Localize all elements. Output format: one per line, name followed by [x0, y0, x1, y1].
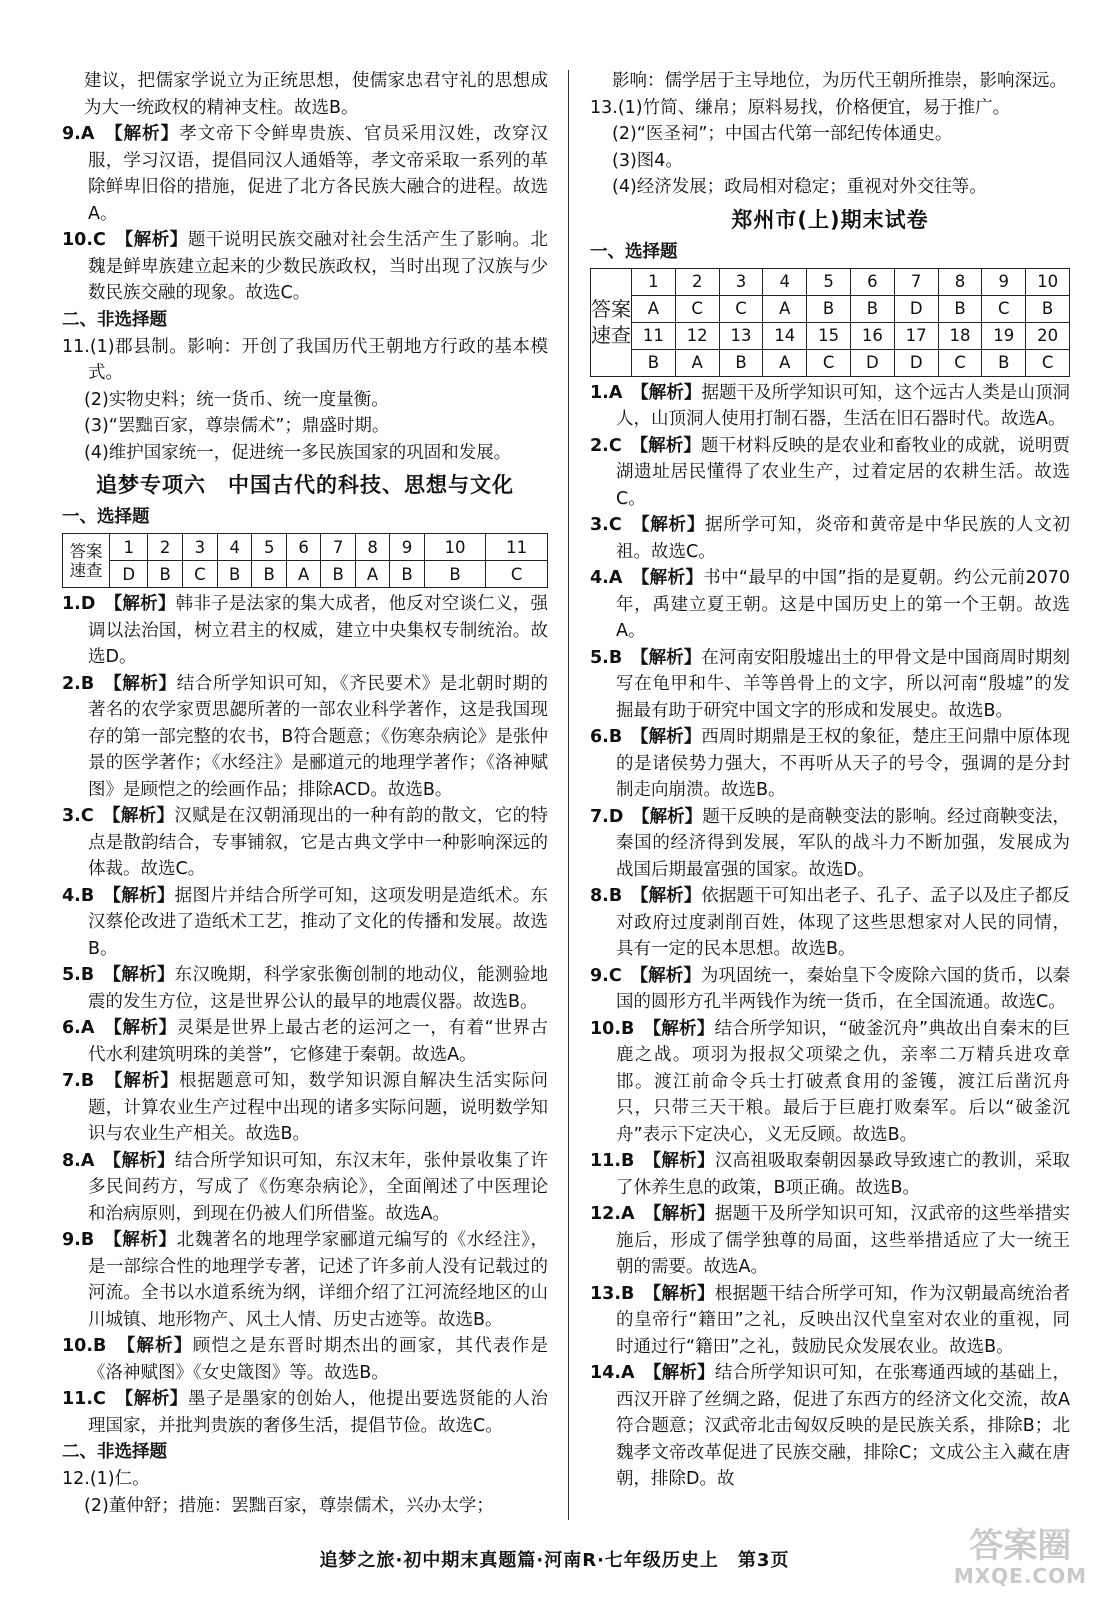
- table-number: 10: [1026, 268, 1070, 295]
- answer-item: [62, 1333, 548, 1386]
- item-head: 4.B 【解析】: [62, 885, 175, 906]
- table-number: 3: [182, 534, 217, 561]
- item-body: 题干说明民族交融对社会生活产生了影响。北魏是鲜卑族建立起来的少数民族政权，当时出现了汉族与少数民族交融的现象。故选C。: [88, 230, 548, 303]
- item-body: 结合所学知识可知，在张骞通西域的基础上，西汉开辟了丝绸之路，促进了东西方的经济文化交流，故A符合题意；汉武帝北击匈奴反映的是民族关系，排除B；北魏孝文帝改革促进了民族交融，排除C；文成公主入藏在唐朝，排除D。故: [616, 1363, 1070, 1489]
- table-answer: C: [1026, 349, 1070, 376]
- table-answer: B: [807, 295, 851, 322]
- item-body: 汉高祖吸取秦朝因暴政导致速亡的教训，采取了休养生息的政策，B项正确。故选B。: [616, 1151, 1070, 1198]
- column-divider: [568, 70, 569, 1520]
- paragraph: 影响：儒学居于主导地位，为历代王朝所推崇，影响深远。: [612, 71, 1067, 91]
- table-answer: C: [982, 295, 1026, 322]
- item-head: 9.A 【解析】: [62, 124, 180, 144]
- right-column: [590, 68, 1070, 1493]
- table-number: 8: [355, 534, 389, 561]
- exam-title: 郑州市(上)期末试卷: [731, 207, 929, 232]
- table-number: 9: [390, 534, 425, 561]
- item-body: 孝文帝下令鲜卑贵族、官员采用汉姓，改穿汉服，学习汉语，提倡同汉人通婚等，孝文帝采取一系列的革除鲜卑旧俗的措施，促进了北方各民族大融合的进程。故选A。: [88, 124, 548, 224]
- answer-item: [62, 227, 548, 307]
- table-answer: C: [486, 561, 548, 588]
- watermark-url: MXQE.COM: [953, 1564, 1087, 1588]
- answer-line: (3)“罢黜百家，尊崇儒术”；鼎盛时期。: [84, 416, 390, 436]
- table-answer: B: [217, 561, 252, 588]
- item-head: 1.A 【解析】: [590, 382, 702, 403]
- answer-line: (2)实物史料；统一货币、统一度量衡。: [84, 389, 389, 410]
- item-body: 题干材料反映的是农业和畜牧业的成就，说明贾湖遗址居民懂得了农业生产，过着定居的农耕生活。故选C。: [616, 435, 1071, 509]
- item-body: 为巩固统一，秦始皇下令废除六国的货币，以秦国的圆形方孔半两钱作为统一货币，在全国流通。故选C。: [616, 965, 1071, 1012]
- table-number: 4: [217, 534, 252, 561]
- table-answer: B: [424, 561, 486, 588]
- table-answer: B: [982, 349, 1026, 376]
- item-body: 在河南安阳殷墟出土的甲骨文是中国商周时期刻写在龟甲和牛、羊等兽骨上的文字，所以河南“殷墟”的发掘最有助于研究中国文字的形成和发展史。故选B。: [616, 647, 1070, 721]
- item-head: 7.B 【解析】: [62, 1071, 179, 1091]
- item-head: 9.B 【解析】: [62, 1230, 177, 1250]
- answer-item: [590, 1360, 1070, 1493]
- item-body: 北魏著名的地理学家郦道元编写的《水经注》，是一部综合性的地理学专著，记述了许多前人没有记载过的河流。全书以水道系统为纲，详细介绍了江河流经地区的山川城镇、地形物产、风土人情、历史古迹等。故选B。: [88, 1230, 548, 1330]
- item-body: 结合所学知识，“破釜沉舟”典故出自秦末的巨鹿之战。项羽为报叔父项梁之仇，亲率二万精兵进攻章邯。渡江前命令兵士打破煮食用的釜镬，渡江后凿沉舟只，只带三天干粮。最后于巨鹿打败秦军。后以“破釜沉舟”表示下定决心，义无反顾。故选B。: [616, 1018, 1070, 1145]
- table-number: 11: [632, 322, 676, 349]
- item-body: 据题干及所学知识可知，这个远古人类是山顶洞人，山顶洞人使用打制石器，生活在旧石器时代。故选A。: [616, 382, 1070, 429]
- table-number: 12: [675, 322, 719, 349]
- table-answer: B: [850, 295, 894, 322]
- item-body: 书中“最早的中国”指的是夏朝。约公元前2070年，禹建立夏王朝。这是中国历史上的第一个王朝。故选A。: [616, 568, 1071, 641]
- table-number: 1: [110, 534, 148, 561]
- answer-table: [62, 533, 548, 588]
- item-head: 12.A 【解析】: [590, 1204, 715, 1224]
- answer-item: [590, 565, 1070, 645]
- item-head: 11.C 【解析】: [62, 1389, 188, 1409]
- item-body: 题干反映的是商鞅变法的影响。经过商鞅变法，秦国的经济得到发展，军队的战斗力不断加强，发展成为战国后期最富强的国家。故选D。: [616, 806, 1071, 880]
- table-answer: B: [719, 349, 763, 376]
- item-head: 2.C 【解析】: [590, 435, 701, 456]
- section-title: 追梦专项六 中国古代的科技、思想与文化: [96, 473, 514, 497]
- section-heading: 二、非选择题: [62, 309, 167, 330]
- table-answer: A: [632, 295, 676, 322]
- item-head: 5.B 【解析】: [590, 647, 702, 668]
- item-body: 根据题意可知，数学知识源自解决生活实际问题，计算农业生产过程中出现的诸多实际问题，说明数学知识与农业生产相关。故选B。: [88, 1071, 548, 1144]
- answer-item: [62, 1227, 548, 1333]
- table-answer: C: [719, 295, 763, 322]
- table-number: 5: [252, 534, 287, 561]
- item-head: 14.A 【解析】: [590, 1363, 715, 1383]
- answer-item: [590, 1201, 1070, 1281]
- item-head: 4.A 【解析】: [590, 568, 704, 588]
- table-number: 7: [321, 534, 356, 561]
- answer-item: [62, 1386, 548, 1439]
- item-head: 8.B 【解析】: [590, 886, 702, 906]
- answer-item: [590, 512, 1070, 565]
- table-answer: C: [182, 561, 217, 588]
- item-head: 6.B 【解析】: [590, 727, 702, 747]
- answer-line: (2)“医圣祠”；中国古代第一部纪传体通史。: [612, 124, 953, 144]
- item-body: 据图片并结合所学可知，这项发明是造纸术。东汉蔡伦改进了造纸术工艺，推动了文化的传播和发展。故选B。: [88, 885, 548, 959]
- table-number: 5: [807, 268, 851, 295]
- table-number: 2: [148, 534, 183, 561]
- item-head: 10.B 【解析】: [62, 1336, 193, 1356]
- section-heading: 一、选择题: [590, 241, 678, 262]
- answer-item: [590, 804, 1070, 884]
- answer-item: [590, 433, 1070, 513]
- answer-item: [590, 380, 1070, 433]
- table-answer: B: [321, 561, 356, 588]
- item-head: 2.B 【解析】: [62, 673, 177, 694]
- item-head: 8.A 【解析】: [62, 1150, 175, 1171]
- answer-item: [590, 1148, 1070, 1201]
- table-answer: B: [390, 561, 425, 588]
- section-heading: 一、选择题: [62, 507, 150, 527]
- item-head: 11.B 【解析】: [590, 1151, 715, 1171]
- table-number: 9: [982, 268, 1026, 295]
- table-number: 18: [938, 322, 982, 349]
- table-answer: A: [763, 349, 807, 376]
- answer-item: [590, 724, 1070, 804]
- answer-line: 11.(1)郡县制。影响：开创了我国历代王朝地方行政的基本模式。: [62, 336, 548, 383]
- answer-item: [62, 962, 548, 1015]
- item-head: 5.B 【解析】: [62, 965, 175, 985]
- item-head: 1.D 【解析】: [62, 594, 176, 614]
- item-body: 西周时期鼎是王权的象征，楚庄王问鼎中原体现的是诸侯势力强大，不再听从天子的号令，强调的是分封制走向崩溃。故选B。: [616, 727, 1070, 800]
- table-label: 答案速查: [591, 268, 632, 376]
- answer-line: 13.(1)竹简、缣帛；原料易找，价格便宜，易于推广。: [590, 97, 1011, 118]
- table-number: 17: [894, 322, 938, 349]
- table-number: 15: [807, 322, 851, 349]
- table-number: 6: [286, 534, 320, 561]
- watermark-text: 答案圈: [969, 1526, 1072, 1566]
- item-body: 据题干及所学知识可知，汉武帝的这些举措实施后，形成了儒学独尊的局面，这些举措适应了大一统王朝的需要。故选A。: [616, 1204, 1070, 1277]
- table-number: 6: [850, 268, 894, 295]
- table-number: 10: [424, 534, 486, 561]
- answer-item: [62, 591, 548, 671]
- item-body: 顾恺之是东晋时期杰出的画家，其代表作是《洛神赋图》《女史箴图》等。故选B。: [88, 1336, 549, 1383]
- table-answer: D: [894, 349, 938, 376]
- item-head: 9.C 【解析】: [590, 965, 701, 986]
- table-answer: D: [894, 295, 938, 322]
- answer-item: [590, 1016, 1070, 1149]
- table-answer: B: [148, 561, 183, 588]
- section-heading: 二、非选择题: [62, 1442, 167, 1462]
- answer-item: [62, 803, 548, 883]
- answer-item: [62, 671, 548, 804]
- item-head: 10.B 【解析】: [590, 1018, 715, 1039]
- table-answer: D: [850, 349, 894, 376]
- table-answer: A: [763, 295, 807, 322]
- item-body: 韩非子是法家的集大成者，他反对空谈仁义，强调以法治国，树立君主的权威，建立中央集权专制统治。故选D。: [88, 594, 548, 667]
- item-body: 结合所学知识可知，东汉末年，张仲景收集了许多民间药方，写成了《伤寒杂病论》，全面阐述了中医理论和治病原则，到现在仍被人们所借鉴。故选A。: [88, 1150, 548, 1224]
- table-number: 1: [632, 268, 676, 295]
- table-label: 答案速查: [63, 534, 110, 588]
- table-answer: B: [632, 349, 676, 376]
- answer-line: (2)董仲舒；措施：罢黜百家，尊崇儒术，兴办太学；: [84, 1495, 494, 1516]
- item-body: 墨子是墨家的创始人，他提出要选贤能的人治理国家，并批判贵族的奢侈生活，提倡节俭。故选C。: [88, 1389, 548, 1436]
- table-answer: A: [286, 561, 320, 588]
- answer-line: (3)图4。: [612, 150, 683, 171]
- item-body: 根据题干结合所学可知，作为汉朝最高统治者的皇帝行“籍田”之礼，反映出汉代皇室对农业的重视，同时通过行“籍田”之礼，鼓励民众发展农业。故选B。: [616, 1283, 1070, 1357]
- item-body: 依据题干可知出老子、孔子、孟子以及庄子都反对政府过度剥削百姓，体现了这些思想家对人民的同情，具有一定的民本思想。故选B。: [616, 886, 1070, 959]
- answer-table: [590, 268, 1070, 377]
- item-body: 灵渠是世界上最古老的运河之一，有着“世界古代水利建筑明珠的美誉”，它修建于秦朝。故选A。: [88, 1018, 548, 1065]
- table-number: 13: [719, 322, 763, 349]
- answer-item: [590, 963, 1070, 1016]
- answer-item: [62, 1015, 548, 1068]
- item-head: 6.A 【解析】: [62, 1018, 177, 1038]
- answer-line: 12.(1)仁。: [62, 1469, 150, 1489]
- item-body: 东汉晚期，科学家张衡创制的地动仪，能测验地震的发生方位，这是世界公认的最早的地震仪器。故选B。: [88, 965, 548, 1012]
- table-number: 14: [763, 322, 807, 349]
- paragraph: 建议，把儒家学说立为正统思想，使儒家忠君守礼的思想成为大一统政权的精神支柱。故选B。: [84, 71, 548, 118]
- item-body: 结合所学知识可知，《齐民要术》是北朝时期的著名的农学家贾思勰所著的一部农业科学著作，这是我国现存的第一部完整的农书，B符合题意；《伤寒杂病论》是张仲景的医学著作；《水经注》是郦道元的地理学著作；《洛神赋图》是顾恺之的绘画作品；排除ACD。故选B。: [88, 673, 548, 800]
- answer-item: [590, 883, 1070, 963]
- table-answer: C: [675, 295, 719, 322]
- item-head: 3.C 【解析】: [590, 515, 706, 535]
- table-number: 20: [1026, 322, 1070, 349]
- answer-line: (4)维护国家统一，促进统一多民族国家的巩固和发展。: [84, 442, 512, 463]
- answer-item: [62, 883, 548, 963]
- item-head: 10.C 【解析】: [62, 230, 188, 250]
- item-head: 13.B 【解析】: [590, 1283, 715, 1304]
- table-number: 3: [719, 268, 763, 295]
- item-head: 7.D 【解析】: [590, 806, 703, 827]
- page-footer: 追梦之旅·初中期末真题篇·河南R·七年级历史上 第3页: [319, 1550, 790, 1571]
- answer-item: [590, 645, 1070, 725]
- left-column: [62, 68, 548, 1519]
- table-answer: B: [252, 561, 287, 588]
- table-number: 4: [763, 268, 807, 295]
- answer-item: [62, 1068, 548, 1148]
- item-head: 3.C 【解析】: [62, 806, 175, 826]
- table-answer: A: [675, 349, 719, 376]
- item-body: 汉赋是在汉朝涌现出的一种有韵的散文，它的特点是散韵结合，专事铺叙，它是古典文学中一种影响深远的体裁。故选C。: [88, 806, 548, 879]
- table-number: 2: [675, 268, 719, 295]
- table-answer: C: [938, 349, 982, 376]
- watermark-logo: [954, 1528, 1087, 1588]
- table-number: 16: [850, 322, 894, 349]
- table-answer: C: [807, 349, 851, 376]
- table-answer: D: [110, 561, 148, 588]
- answer-line: (4)经济发展；政局相对稳定；重视对外交往等。: [612, 177, 987, 197]
- table-number: 8: [938, 268, 982, 295]
- answer-item: [62, 1148, 548, 1228]
- answer-item: [62, 121, 548, 227]
- table-number: 7: [894, 268, 938, 295]
- answer-item: [590, 1281, 1070, 1361]
- item-body: 据所学可知，炎帝和黄帝是中华民族的人文初祖。故选C。: [616, 515, 1071, 562]
- table-number: 19: [982, 322, 1026, 349]
- table-answer: B: [1026, 295, 1070, 322]
- table-answer: B: [938, 295, 982, 322]
- table-answer: A: [355, 561, 389, 588]
- table-number: 11: [486, 534, 548, 561]
